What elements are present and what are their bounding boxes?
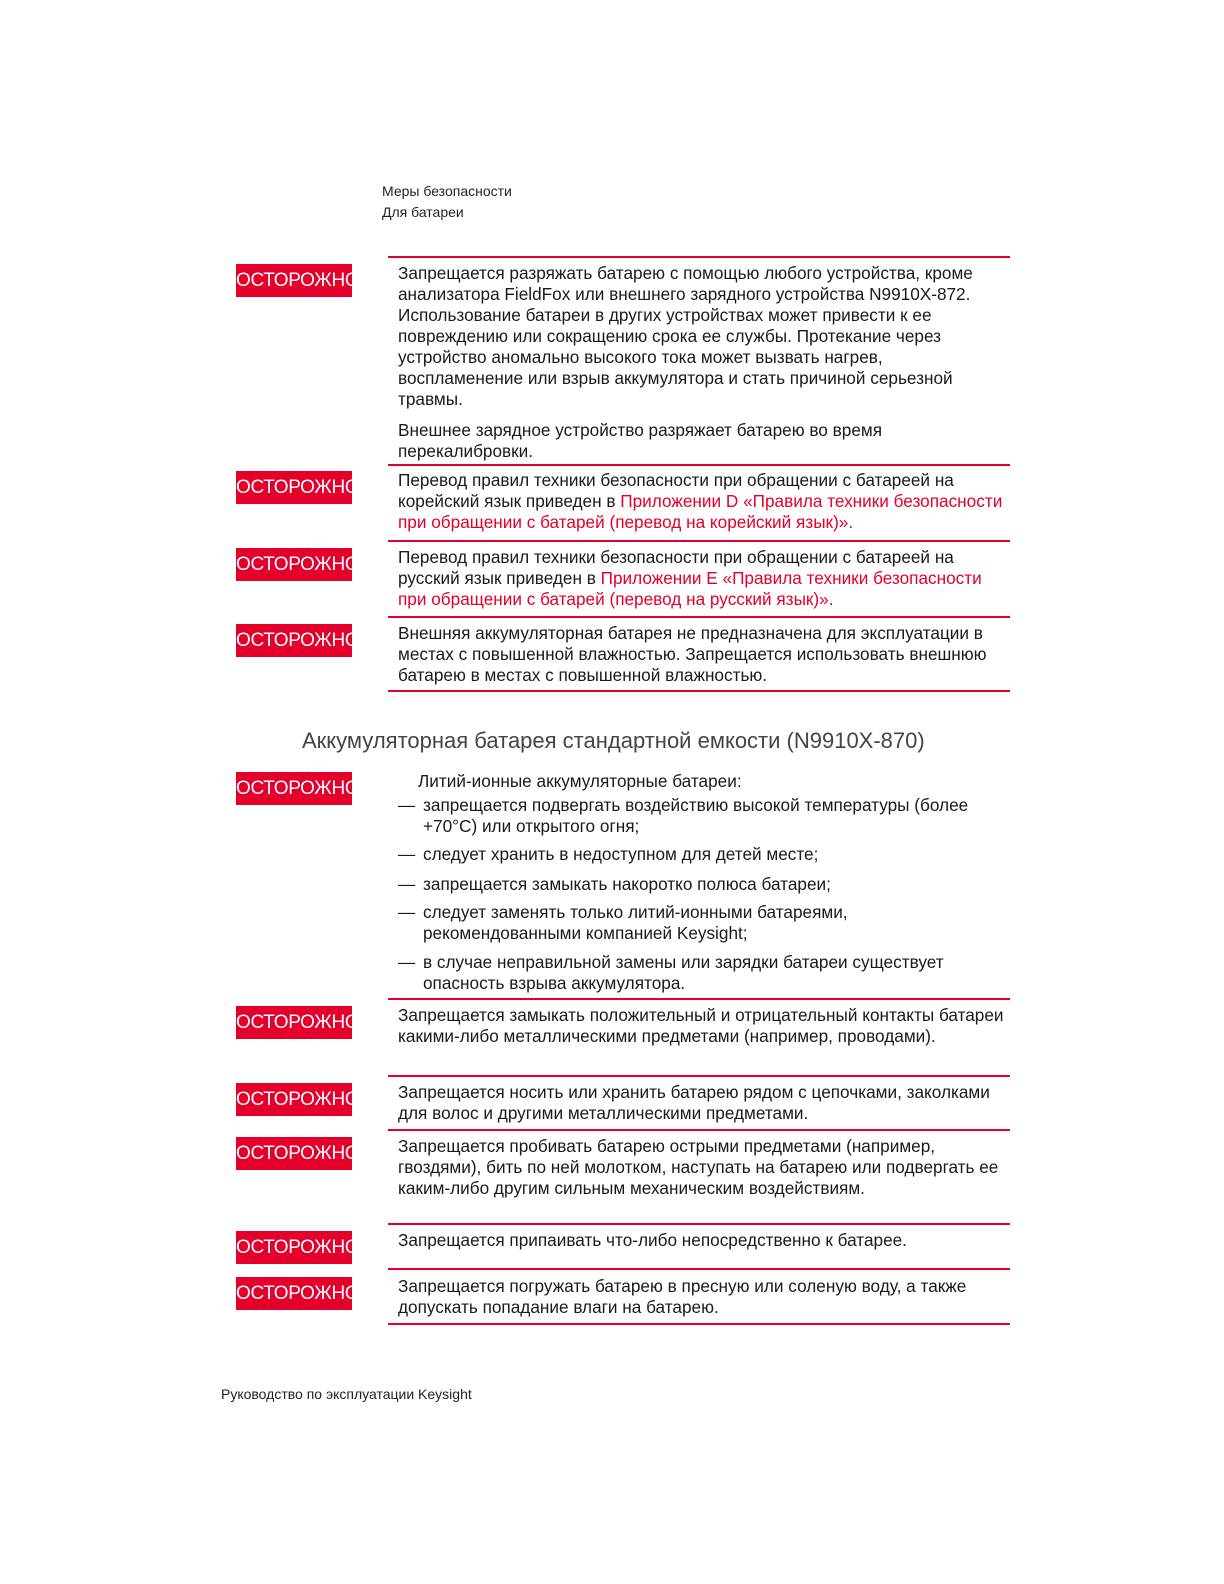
warning-text: Запрещается пробивать батарею острыми предметами (например, гвоздями), бить по ней молотком, наступать на батарею или подвергать ее каким-либо другим сильным механическим воздействиям. <box>398 1136 999 1198</box>
list-item-text: следует заменять только литий-ионными батареями, рекомендованными компанией Keysight; <box>423 902 848 943</box>
divider <box>388 1268 1010 1270</box>
divider <box>388 1323 1010 1325</box>
list-item-text: следует хранить в недоступном для детей месте; <box>423 844 819 864</box>
warning-text <box>398 547 1010 610</box>
list-item <box>398 874 1010 895</box>
caution-badge: ОСТОРОЖНО <box>236 264 352 297</box>
caution-badge: ОСТОРОЖНО <box>236 1231 352 1264</box>
dash-bullet: — <box>398 874 416 894</box>
appendix-d-link[interactable]: Приложении D «Правила техники безопасности при обращении с батарей (перевод на корейский язык)». <box>398 491 1003 532</box>
divider <box>388 256 1010 258</box>
divider <box>388 1223 1010 1225</box>
warning-text <box>398 470 1010 533</box>
list-item <box>398 795 1010 837</box>
caution-badge: ОСТОРОЖНО <box>236 1006 352 1039</box>
caution-badge: ОСТОРОЖНО <box>236 772 352 805</box>
caution-badge: ОСТОРОЖНО <box>236 548 352 581</box>
section-title: Аккумуляторная батарея стандартной емкости (N9910X-870) <box>302 728 925 753</box>
list-item <box>398 902 1010 944</box>
warning-text-body: Перевод правил техники безопасности при обращении с батареей на корейский язык приведен в <box>398 470 954 511</box>
caution-badge: ОСТОРОЖНО <box>236 624 352 657</box>
divider <box>388 540 1010 542</box>
divider <box>388 1075 1010 1077</box>
divider <box>388 1129 1010 1131</box>
header-chapter: Меры безопасности <box>382 183 512 199</box>
dash-bullet: — <box>398 902 416 922</box>
caution-badge: ОСТОРОЖНО <box>236 471 352 504</box>
list-intro: Литий-ионные аккумуляторные батареи: <box>418 771 742 791</box>
caution-badge: ОСТОРОЖНО <box>236 1083 352 1116</box>
page-footer: Руководство по эксплуатации Keysight <box>221 1386 472 1402</box>
warning-text-body: Перевод правил техники безопасности при обращении с батареей на русский язык приведен в <box>398 547 954 588</box>
caution-badge: ОСТОРОЖНО <box>236 1277 352 1310</box>
list-item <box>398 844 1010 865</box>
list-item-text: запрещается подвергать воздействию высокой температуры (более +70°C) или открытого огня; <box>423 795 969 836</box>
running-header <box>382 181 512 223</box>
warning-text: Запрещается погружать батарею в пресную или соленую воду, а также допускать попадание влаги на батарею. <box>398 1276 967 1317</box>
dash-bullet: — <box>398 795 416 815</box>
header-section: Для батареи <box>382 204 464 220</box>
dash-bullet: — <box>398 952 416 972</box>
warning-paragraph: Внешнее зарядное устройство разряжает батарею во время перекалибровки. <box>398 420 883 461</box>
divider <box>388 998 1010 1000</box>
list-item-text: в случае неправильной замены или зарядки батареи существует опасность взрыва аккумулятора. <box>423 952 944 993</box>
dash-bullet: — <box>398 844 416 864</box>
warning-text: Запрещается замыкать положительный и отрицательный контакты батареи какими-либо металлическими предметами (например, проводами). <box>398 1005 1004 1046</box>
divider <box>388 690 1010 692</box>
divider <box>388 464 1010 466</box>
warning-text: Запрещается припаивать что-либо непосредственно к батарее. <box>398 1230 907 1250</box>
list-item <box>398 952 1010 994</box>
warning-text: Запрещается носить или хранить батарею рядом с цепочками, заколками для волос и другими металлическими предметами. <box>398 1082 990 1123</box>
warning-paragraph: Запрещается разряжать батарею с помощью любого устройства, кроме анализатора FieldFox или внешнего зарядного устройства N9910X-872. Использование батареи в других устройствах может привести к ее повреждению или сокращению срока ее службы. Протекание через устройство аномально высокого тока может вызвать нагрев, воспламенение или взрыв аккумулятора и стать причиной серьезной травмы. <box>398 263 973 409</box>
caution-badge: ОСТОРОЖНО <box>236 1137 352 1170</box>
warning-text: Внешняя аккумуляторная батарея не предназначена для эксплуатации в местах с повышенной влажностью. Запрещается использовать внешнюю батарею в местах с повышенной влажностью. <box>398 623 987 685</box>
list-item-text: запрещается замыкать накоротко полюса батареи; <box>423 874 831 894</box>
warning-text <box>398 263 1010 462</box>
divider <box>388 616 1010 618</box>
appendix-e-link[interactable]: Приложении E «Правила техники безопасности при обращении с батарей (перевод на русский язык)». <box>398 568 982 609</box>
